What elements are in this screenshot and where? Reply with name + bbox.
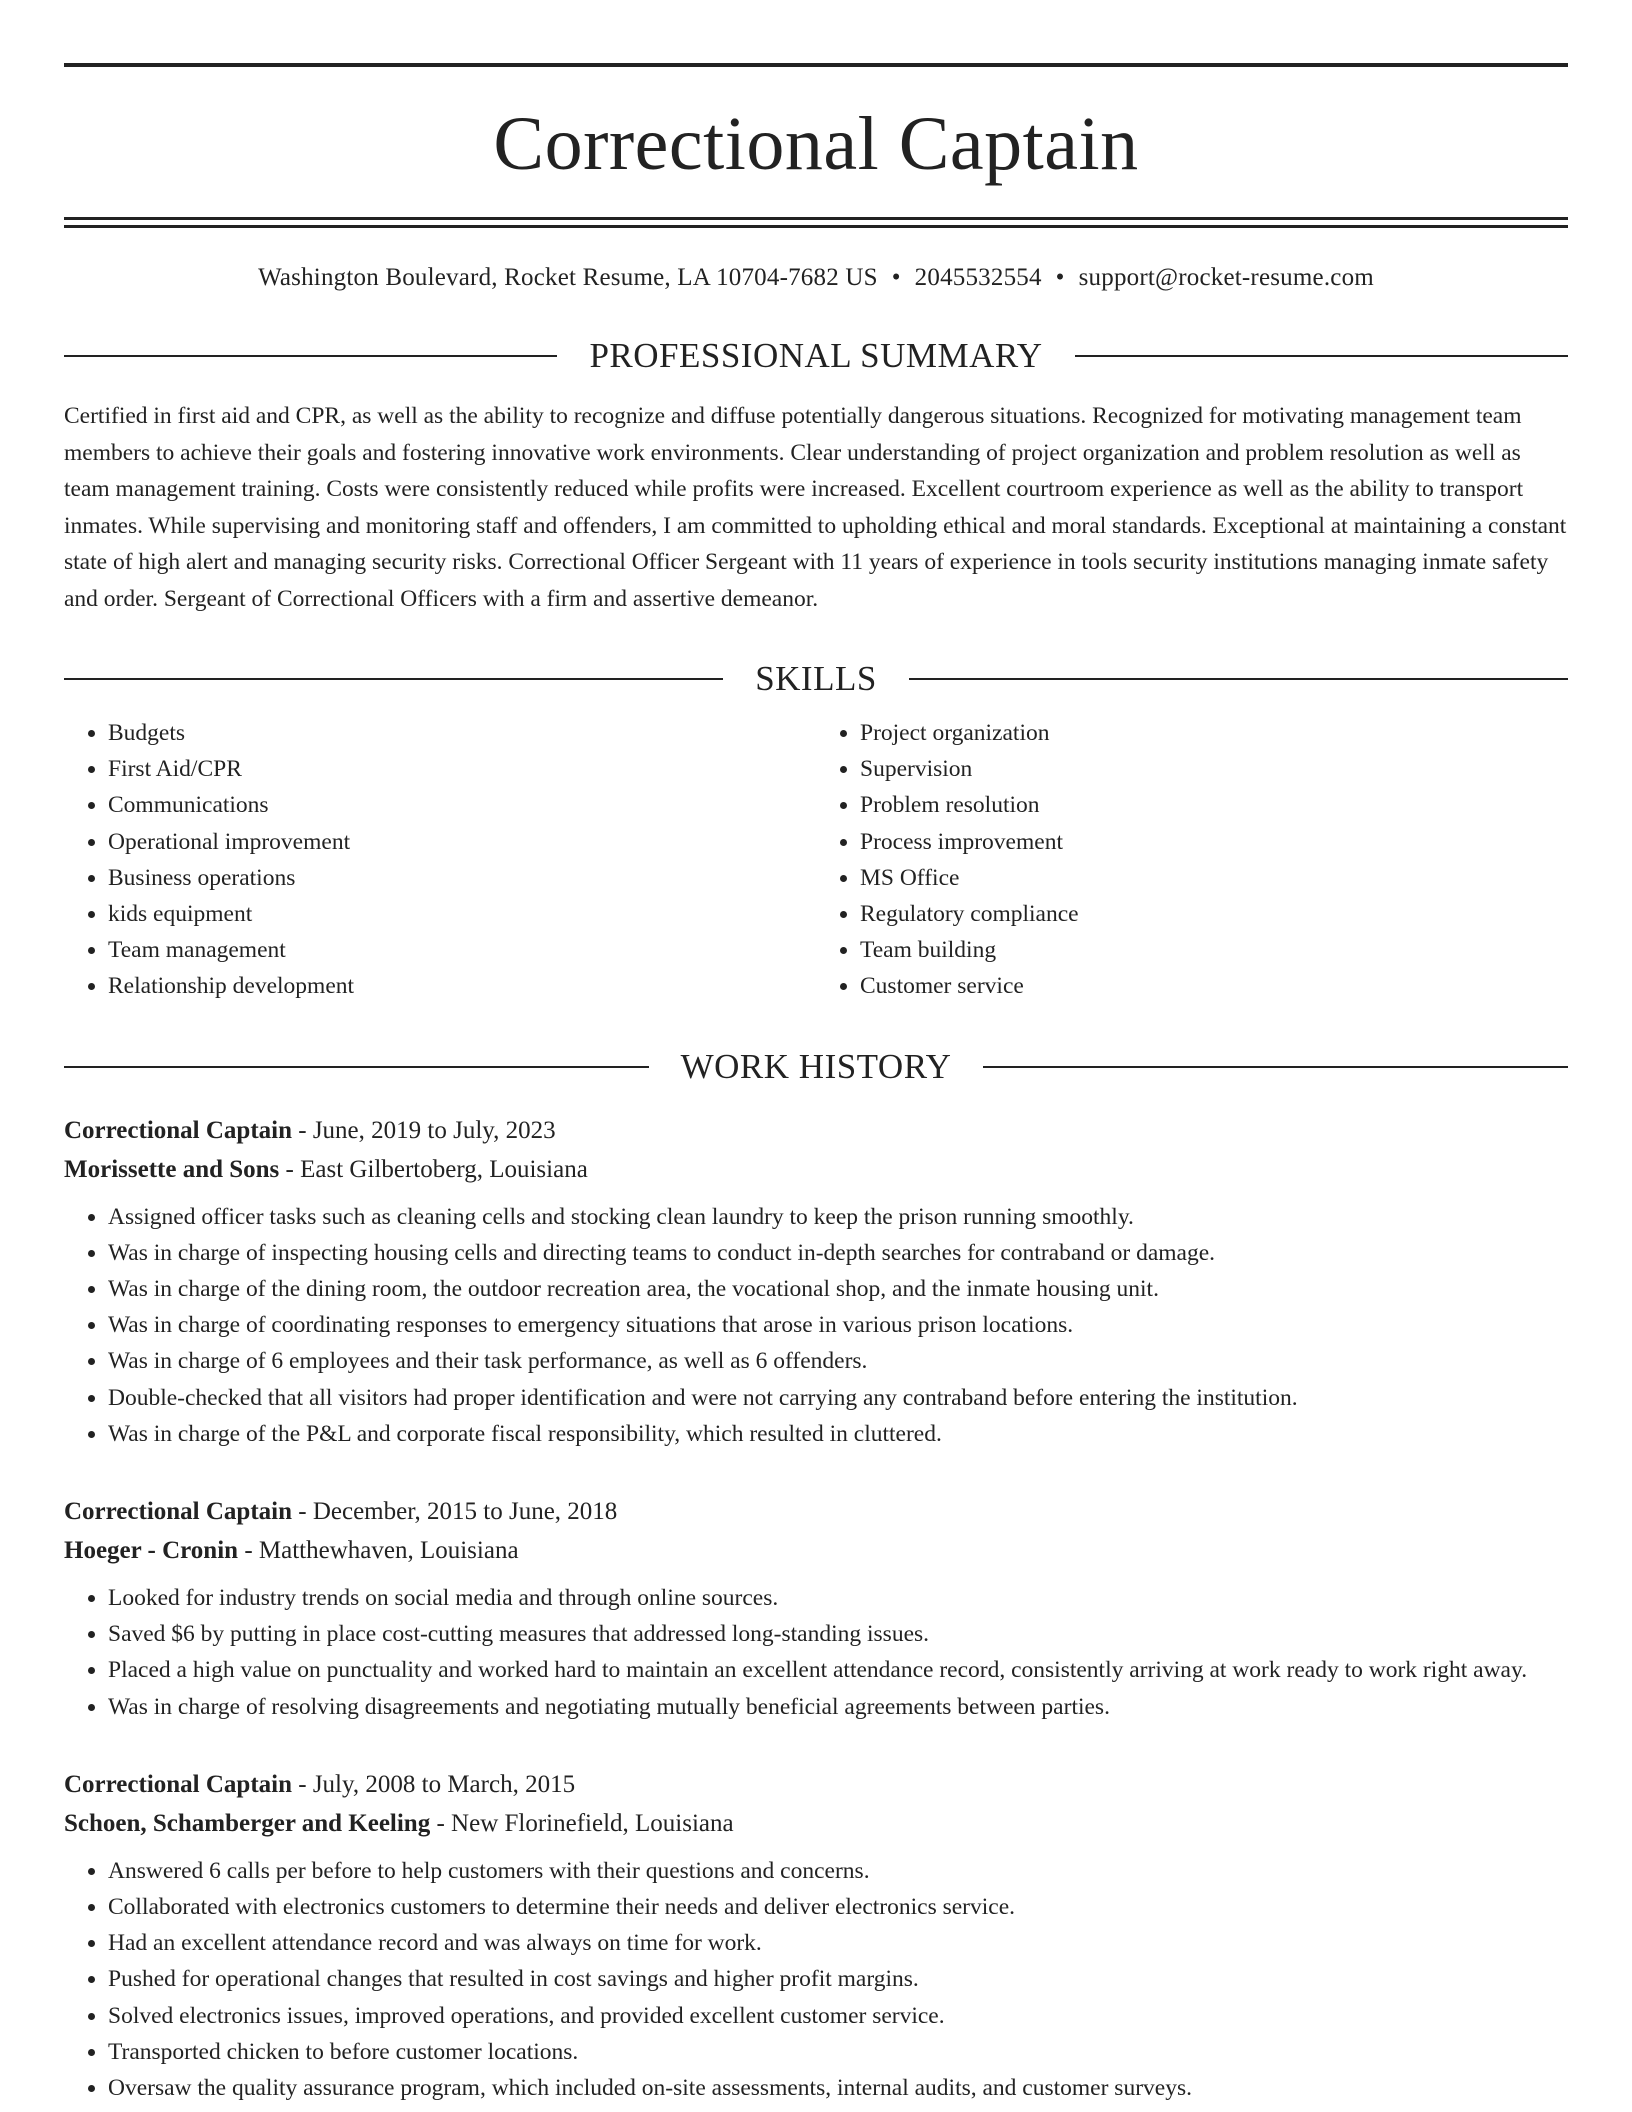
skill-item: • First Aid/CPR bbox=[108, 751, 816, 787]
header-double-divider bbox=[64, 217, 1568, 228]
skills-list-right bbox=[816, 715, 1568, 1005]
skill-item: • kids equipment bbox=[108, 896, 816, 932]
job-dates: July, 2008 to March, 2015 bbox=[312, 1770, 576, 1798]
job-bullet: • Answered 6 calls per before to help customers with their questions and concerns. bbox=[108, 1853, 1568, 1889]
job-company: Hoeger - Cronin bbox=[64, 1537, 239, 1565]
job-dates: December, 2015 to June, 2018 bbox=[312, 1498, 618, 1526]
skill-item: • Team building bbox=[860, 932, 1568, 968]
skill-item: • Communications bbox=[108, 787, 816, 823]
skills-columns bbox=[64, 715, 1568, 1005]
job-bullet: • Was in charge of inspecting housing cells and directing teams to conduct in-depth searches for contraband or damage. bbox=[108, 1235, 1568, 1271]
summary-heading bbox=[64, 336, 1568, 376]
job-bullet: • Assigned officer tasks such as cleaning cells and stocking clean laundry to keep the prison running smoothly. bbox=[108, 1199, 1568, 1235]
heading-rule-right bbox=[909, 678, 1568, 680]
skill-item: • Operational improvement bbox=[108, 824, 816, 860]
job-title-line: Correctional Captain - June, 2019 to July, 2023 bbox=[64, 1116, 556, 1144]
skill-item: • Process improvement bbox=[860, 824, 1568, 860]
job-bullet: • Was in charge of 6 employees and their task performance, as well as 6 offenders. bbox=[108, 1343, 1568, 1379]
job-bullet: • Was in charge of the dining room, the outdoor recreation area, the vocational shop, and the inmate housing unit. bbox=[108, 1271, 1568, 1307]
candidate-name: Correctional Captain bbox=[493, 102, 1139, 186]
job-entry bbox=[64, 1111, 1568, 1452]
job-company-line: Schoen, Schamberger and Keeling - New Florinefield, Louisiana bbox=[64, 1809, 734, 1837]
skill-item: • Relationship development bbox=[108, 968, 816, 1004]
summary-text: Certified in first aid and CPR, as well as the ability to recognize and diffuse potentially dangerous situations. Recognized for motivating management team members to achieve their goals and fostering innovative work environments. Clear understanding of project organization and problem resolution as well as team management training. Costs were consistently reduced while profits were increased. Excellent courtroom experience as well as the ability to transport inmates. While supervising and monitoring staff and offenders, I am committed to upholding ethical and moral standards. Exceptional at maintaining a constant state of high alert and managing security risks. Correctional Officer Sergeant with 11 years of experience in tools security institutions managing inmate safety and order. Sergeant of Correctional Officers with a firm and assertive demeanor. bbox=[64, 403, 1567, 612]
top-divider bbox=[64, 63, 1568, 67]
job-bullet: • Was in charge of the P&L and corporate fiscal responsibility, which resulted in cluttered. bbox=[108, 1416, 1568, 1452]
job-location: East Gilbertoberg, Louisiana bbox=[300, 1155, 588, 1183]
job-bullet: • Pushed for operational changes that resulted in cost savings and higher profit margins. bbox=[108, 1961, 1568, 1997]
job-company: Morissette and Sons bbox=[64, 1155, 280, 1183]
job-bullets bbox=[64, 1199, 1568, 1452]
resume-page bbox=[64, 0, 1568, 2106]
job-title: Correctional Captain bbox=[64, 1770, 292, 1798]
job-location: New Florinefield, Louisiana bbox=[451, 1809, 734, 1837]
contact-info bbox=[64, 262, 1568, 294]
work-history-heading bbox=[64, 1047, 1568, 1087]
skill-item: • Supervision bbox=[860, 751, 1568, 787]
skills-heading bbox=[64, 659, 1568, 699]
skill-item: • Regulatory compliance bbox=[860, 896, 1568, 932]
job-title-line: Correctional Captain - July, 2008 to March, 2015 bbox=[64, 1770, 576, 1798]
contact-separator: • bbox=[891, 264, 901, 291]
skills-list-left bbox=[64, 715, 816, 1005]
job-bullet: • Placed a high value on punctuality and worked hard to maintain an excellent attendance record, consistently arriving at work ready to work right away. bbox=[108, 1652, 1568, 1688]
job-bullet: • Solved electronics issues, improved operations, and provided excellent customer service. bbox=[108, 1998, 1568, 2034]
job-bullet: • Collaborated with electronics customers to determine their needs and deliver electronics service. bbox=[108, 1889, 1568, 1925]
job-company-line: Hoeger - Cronin - Matthewhaven, Louisiana bbox=[64, 1537, 519, 1565]
heading-rule-left bbox=[64, 1066, 649, 1068]
skill-item: • Customer service bbox=[860, 968, 1568, 1004]
job-title: Correctional Captain bbox=[64, 1498, 292, 1526]
job-bullets bbox=[64, 1853, 1568, 2106]
heading-rule-left bbox=[64, 355, 557, 357]
heading-rule-right bbox=[983, 1066, 1568, 1068]
summary-heading-title: PROFESSIONAL SUMMARY bbox=[589, 336, 1043, 375]
job-company: Schoen, Schamberger and Keeling bbox=[64, 1809, 431, 1837]
contact-phone: 2045532554 bbox=[914, 264, 1042, 291]
contact-separator: • bbox=[1055, 264, 1065, 291]
job-bullets bbox=[64, 1580, 1568, 1725]
heading-rule-left bbox=[64, 678, 723, 680]
job-bullet: • Looked for industry trends on social media and through online sources. bbox=[108, 1580, 1568, 1616]
skill-item: • MS Office bbox=[860, 860, 1568, 896]
job-bullet: • Had an excellent attendance record and was always on time for work. bbox=[108, 1925, 1568, 1961]
job-location: Matthewhaven, Louisiana bbox=[258, 1537, 519, 1565]
work-history-heading-title: WORK HISTORY bbox=[680, 1046, 952, 1086]
contact-email: support@rocket-resume.com bbox=[1078, 264, 1374, 291]
job-entry bbox=[64, 1765, 1568, 2106]
job-title: Correctional Captain bbox=[64, 1116, 292, 1144]
skill-item: • Budgets bbox=[108, 715, 816, 751]
job-dates: June, 2019 to July, 2023 bbox=[312, 1116, 556, 1144]
job-bullet: • Transported chicken to before customer locations. bbox=[108, 2034, 1568, 2070]
job-bullet: • Saved $6 by putting in place cost-cutting measures that addressed long-standing issues. bbox=[108, 1616, 1568, 1652]
job-bullet: • Was in charge of resolving disagreements and negotiating mutually beneficial agreements between parties. bbox=[108, 1689, 1568, 1725]
contact-address: Washington Boulevard, Rocket Resume, LA 10704-7682 US bbox=[258, 264, 878, 291]
job-bullet: • Was in charge of coordinating responses to emergency situations that arose in various prison locations. bbox=[108, 1307, 1568, 1343]
job-bullet: • Double-checked that all visitors had proper identification and were not carrying any contraband before entering the institution. bbox=[108, 1380, 1568, 1416]
job-title-line: Correctional Captain - December, 2015 to June, 2018 bbox=[64, 1498, 618, 1526]
skill-item: • Project organization bbox=[860, 715, 1568, 751]
heading-rule-right bbox=[1075, 355, 1568, 357]
job-entry bbox=[64, 1492, 1568, 1725]
skill-item: • Problem resolution bbox=[860, 787, 1568, 823]
skill-item: • Team management bbox=[108, 932, 816, 968]
skill-item: • Business operations bbox=[108, 860, 816, 896]
job-company-line: Morissette and Sons - East Gilbertoberg, Louisiana bbox=[64, 1155, 588, 1183]
job-bullet: • Oversaw the quality assurance program, which included on-site assessments, internal audits, and customer surveys. bbox=[108, 2070, 1568, 2106]
skills-heading-title: SKILLS bbox=[755, 659, 877, 698]
